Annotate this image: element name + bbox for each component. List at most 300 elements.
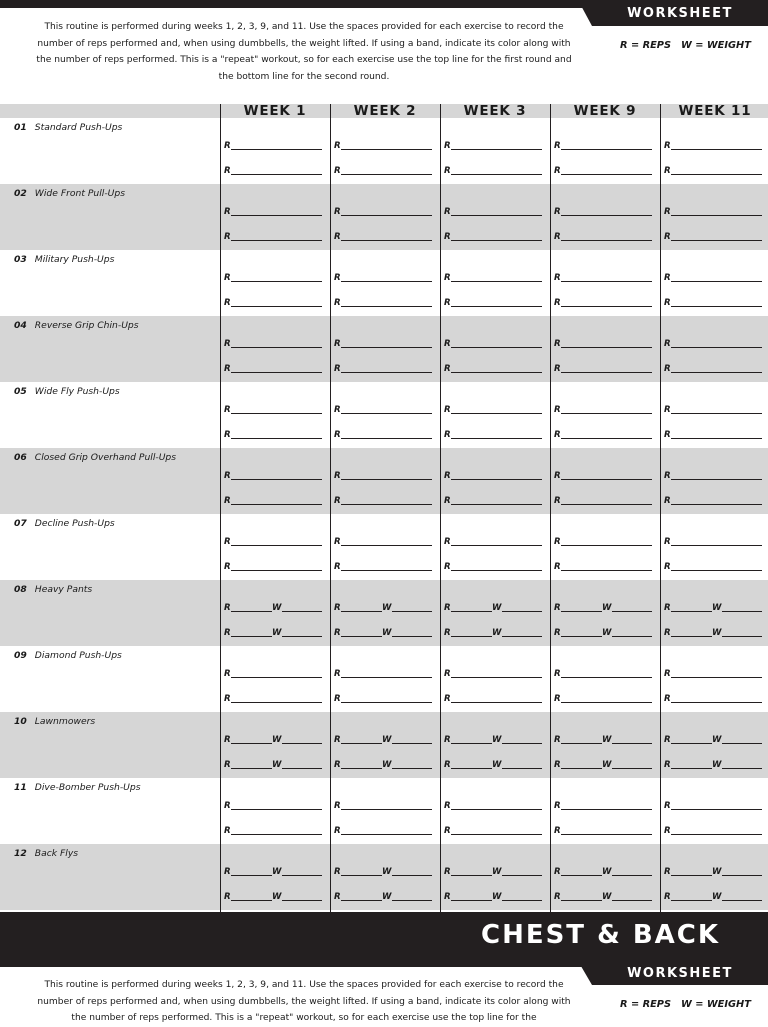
weight-line	[612, 743, 652, 744]
entry-field[interactable]	[554, 692, 656, 704]
exercise-number: 11	[14, 782, 27, 793]
reps-letter: R	[334, 141, 341, 151]
reps-line	[231, 768, 272, 769]
entry-field[interactable]	[444, 428, 546, 440]
weight-letter: W	[492, 628, 502, 638]
reps-line	[671, 347, 762, 348]
reps-letter: R	[444, 471, 451, 481]
entry-field[interactable]	[334, 601, 436, 613]
reps-line	[561, 479, 652, 480]
reps-letter: R	[554, 694, 561, 704]
entry-field[interactable]	[224, 890, 326, 902]
reps-letter: R	[334, 760, 341, 770]
reps-letter: R	[444, 760, 451, 770]
entry-field[interactable]	[334, 865, 436, 877]
entry-field[interactable]	[444, 230, 546, 242]
reps-line	[561, 215, 652, 216]
reps-letter: R	[664, 669, 671, 679]
entry-field[interactable]	[554, 271, 656, 283]
reps-letter: R	[224, 298, 231, 308]
weight-line	[282, 743, 322, 744]
entry-field[interactable]	[664, 205, 766, 217]
reps-line	[561, 545, 652, 546]
entry-field[interactable]	[444, 824, 546, 836]
reps-line	[561, 149, 652, 150]
reps-letter: R	[224, 496, 231, 506]
reps-line	[231, 570, 322, 571]
reps-line	[561, 875, 602, 876]
reps-letter: R	[334, 166, 341, 176]
reps-line	[451, 545, 542, 546]
reps-line	[341, 504, 432, 505]
entry-field[interactable]	[334, 799, 436, 811]
entry-field[interactable]	[444, 865, 546, 877]
entry-field[interactable]	[664, 164, 766, 176]
entry-field[interactable]	[224, 494, 326, 506]
reps-line	[671, 306, 762, 307]
reps-letter: R	[224, 735, 231, 745]
weight-letter: W	[492, 735, 502, 745]
reps-letter: R	[664, 496, 671, 506]
weight-letter: W	[492, 760, 502, 770]
entry-field[interactable]	[334, 362, 436, 374]
entry-field[interactable]	[444, 758, 546, 770]
weight-line	[392, 900, 432, 901]
weight-line	[722, 900, 762, 901]
entry-field[interactable]	[334, 758, 436, 770]
reps-line	[341, 215, 432, 216]
weight-letter: W	[712, 760, 722, 770]
entry-field[interactable]	[334, 733, 436, 745]
reps-line	[671, 372, 762, 373]
entry-field[interactable]	[224, 469, 326, 481]
entry-field[interactable]	[554, 469, 656, 481]
reps-letter: R	[554, 364, 561, 374]
entry-field[interactable]	[554, 865, 656, 877]
entry-field[interactable]	[554, 758, 656, 770]
reps-letter: R	[664, 694, 671, 704]
entry-field[interactable]	[554, 667, 656, 679]
entry-field[interactable]	[554, 362, 656, 374]
reps-letter: R	[664, 471, 671, 481]
reps-letter: R	[224, 892, 231, 902]
entry-field[interactable]	[664, 271, 766, 283]
reps-line	[561, 743, 602, 744]
entry-field[interactable]	[224, 560, 326, 572]
entry-field[interactable]	[334, 824, 436, 836]
entry-field[interactable]	[444, 337, 546, 349]
reps-line	[671, 281, 762, 282]
entry-field[interactable]	[664, 362, 766, 374]
entry-field[interactable]	[664, 296, 766, 308]
reps-letter: R	[664, 801, 671, 811]
exercise-name: Wide Fly Push-Ups	[34, 386, 120, 397]
entry-field[interactable]	[664, 403, 766, 415]
entry-field[interactable]	[554, 337, 656, 349]
entry-field[interactable]	[334, 626, 436, 638]
reps-line	[231, 240, 322, 241]
entry-field[interactable]	[334, 667, 436, 679]
reps-line	[341, 677, 432, 678]
entry-field[interactable]	[224, 362, 326, 374]
entry-field[interactable]	[334, 469, 436, 481]
reps-line	[231, 900, 272, 901]
reps-line	[231, 215, 322, 216]
weight-line	[282, 875, 322, 876]
entry-field[interactable]	[444, 535, 546, 547]
entry-field[interactable]	[444, 403, 546, 415]
reps-line	[231, 174, 322, 175]
entry-field[interactable]	[444, 205, 546, 217]
reps-letter: R	[444, 867, 451, 877]
entry-field[interactable]	[224, 799, 326, 811]
entry-field[interactable]	[554, 494, 656, 506]
entry-field[interactable]	[334, 296, 436, 308]
entry-field[interactable]	[664, 469, 766, 481]
entry-field[interactable]	[444, 469, 546, 481]
reps-line	[671, 702, 762, 703]
reps-letter: R	[444, 405, 451, 415]
entry-field[interactable]	[554, 428, 656, 440]
reps-letter: R	[444, 801, 451, 811]
reps-line	[561, 306, 652, 307]
entry-field[interactable]	[334, 205, 436, 217]
reps-letter: R	[224, 430, 231, 440]
exercise-label	[14, 518, 115, 529]
entry-field[interactable]	[664, 667, 766, 679]
exercise-name: Wide Front Pull-Ups	[34, 188, 125, 199]
reps-letter: R	[444, 735, 451, 745]
entry-field[interactable]	[444, 164, 546, 176]
entry-field[interactable]	[224, 692, 326, 704]
week-header: WEEK 1	[243, 103, 307, 119]
entry-field[interactable]	[664, 865, 766, 877]
reps-line	[671, 215, 762, 216]
reps-line	[341, 149, 432, 150]
weight-letter: W	[602, 892, 612, 902]
entry-field[interactable]	[444, 362, 546, 374]
reps-letter: R	[224, 562, 231, 572]
reps-letter: R	[224, 364, 231, 374]
weight-letter: W	[272, 603, 282, 613]
entry-field[interactable]	[444, 139, 546, 151]
exercise-label	[14, 782, 141, 793]
reps-line	[561, 372, 652, 373]
entry-field[interactable]	[444, 692, 546, 704]
reps-letter: R	[554, 603, 561, 613]
reps-letter: R	[664, 141, 671, 151]
reps-letter: R	[554, 760, 561, 770]
entry-field[interactable]	[334, 560, 436, 572]
reps-letter: R	[444, 141, 451, 151]
reps-letter: R	[334, 430, 341, 440]
weight-letter: W	[382, 867, 392, 877]
entry-field[interactable]	[664, 230, 766, 242]
weight-letter: W	[492, 603, 502, 613]
reps-letter: R	[224, 801, 231, 811]
reps-line	[451, 636, 492, 637]
weight-line	[502, 636, 542, 637]
reps-line	[561, 174, 652, 175]
weight-letter: W	[382, 760, 392, 770]
entry-field[interactable]	[554, 205, 656, 217]
reps-line	[341, 413, 432, 414]
reps-letter: R	[334, 801, 341, 811]
entry-field[interactable]	[334, 428, 436, 440]
weight-letter: W	[272, 867, 282, 877]
reps-letter: R	[664, 298, 671, 308]
reps-line	[561, 570, 652, 571]
weight-letter: W	[382, 628, 392, 638]
reps-letter: R	[334, 867, 341, 877]
entry-field[interactable]	[224, 667, 326, 679]
reps-letter: R	[664, 166, 671, 176]
reps-line	[341, 281, 432, 282]
entry-field[interactable]	[554, 890, 656, 902]
entry-field[interactable]	[664, 337, 766, 349]
entry-field[interactable]	[554, 560, 656, 572]
entry-field[interactable]	[664, 601, 766, 613]
entry-field[interactable]	[334, 164, 436, 176]
reps-line	[561, 281, 652, 282]
column-divider	[220, 104, 221, 912]
entry-field[interactable]	[224, 733, 326, 745]
reps-line	[231, 743, 272, 744]
reps-line	[341, 240, 432, 241]
entry-field[interactable]	[444, 560, 546, 572]
entry-field[interactable]	[334, 890, 436, 902]
entry-field[interactable]	[554, 296, 656, 308]
legend-reps: R = REPS	[620, 40, 672, 51]
exercise-label	[14, 122, 122, 133]
reps-line	[231, 702, 322, 703]
entry-field[interactable]	[224, 139, 326, 151]
entry-field[interactable]	[224, 403, 326, 415]
reps-line	[231, 413, 322, 414]
reps-letter: R	[554, 628, 561, 638]
entry-field[interactable]	[554, 139, 656, 151]
worksheet-title: CHEST & BACK	[480, 920, 720, 950]
entry-field[interactable]	[224, 230, 326, 242]
exercise-number: 03	[14, 254, 27, 265]
week-header: WEEK 9	[573, 103, 637, 119]
entry-field[interactable]	[554, 626, 656, 638]
weight-letter: W	[712, 867, 722, 877]
reps-line	[231, 504, 322, 505]
reps-letter: R	[444, 166, 451, 176]
entry-field[interactable]	[444, 271, 546, 283]
weight-letter: W	[602, 628, 612, 638]
reps-letter: R	[444, 339, 451, 349]
reps-letter: R	[554, 405, 561, 415]
weight-line	[722, 636, 762, 637]
reps-line	[341, 809, 432, 810]
reps-line	[451, 413, 542, 414]
entry-field[interactable]	[444, 799, 546, 811]
column-divider	[330, 104, 331, 912]
entry-field[interactable]	[334, 403, 436, 415]
entry-field[interactable]	[554, 824, 656, 836]
entry-field[interactable]	[224, 271, 326, 283]
reps-letter: R	[334, 471, 341, 481]
exercise-name: Diamond Push-Ups	[34, 650, 122, 661]
entry-field[interactable]	[224, 337, 326, 349]
exercise-name: Closed Grip Overhand Pull-Ups	[34, 452, 177, 463]
weight-line	[722, 768, 762, 769]
weight-line	[612, 900, 652, 901]
reps-letter: R	[224, 166, 231, 176]
exercise-number: 06	[14, 452, 27, 463]
entry-field[interactable]	[444, 494, 546, 506]
reps-letter: R	[224, 603, 231, 613]
reps-letter: R	[554, 892, 561, 902]
entry-field[interactable]	[664, 560, 766, 572]
reps-line	[451, 240, 542, 241]
reps-line	[561, 438, 652, 439]
weight-letter: W	[712, 735, 722, 745]
entry-field[interactable]	[664, 824, 766, 836]
entry-field[interactable]	[554, 601, 656, 613]
entry-field[interactable]	[334, 337, 436, 349]
reps-letter: R	[554, 232, 561, 242]
reps-line	[231, 438, 322, 439]
entry-field[interactable]	[334, 139, 436, 151]
exercise-name: Heavy Pants	[34, 584, 93, 595]
exercise-name: Military Push-Ups	[34, 254, 115, 265]
reps-letter: R	[334, 694, 341, 704]
entry-field[interactable]	[224, 626, 326, 638]
entry-field[interactable]	[444, 890, 546, 902]
reps-line	[561, 611, 602, 612]
reps-letter: R	[664, 364, 671, 374]
entry-field[interactable]	[554, 164, 656, 176]
reps-letter: R	[334, 562, 341, 572]
exercise-label	[14, 254, 114, 265]
reps-line	[451, 570, 542, 571]
reps-line	[671, 438, 762, 439]
entry-field[interactable]	[334, 271, 436, 283]
reps-letter: R	[224, 669, 231, 679]
reps-letter: R	[334, 537, 341, 547]
weight-line	[722, 743, 762, 744]
reps-letter: R	[554, 867, 561, 877]
entry-field[interactable]	[224, 824, 326, 836]
entry-field[interactable]	[444, 296, 546, 308]
entry-field[interactable]	[224, 865, 326, 877]
weight-letter: W	[602, 867, 612, 877]
week-header: WEEK 3	[463, 103, 527, 119]
entry-field[interactable]	[334, 692, 436, 704]
entry-field[interactable]	[224, 758, 326, 770]
exercise-number: 04	[14, 320, 27, 331]
exercise-number: 05	[14, 386, 27, 397]
entry-field[interactable]	[334, 230, 436, 242]
reps-line	[231, 149, 322, 150]
entry-field[interactable]	[334, 535, 436, 547]
entry-field[interactable]	[224, 535, 326, 547]
entry-field[interactable]	[554, 403, 656, 415]
reps-letter: R	[554, 826, 561, 836]
weight-line	[612, 611, 652, 612]
reps-line	[671, 545, 762, 546]
entry-field[interactable]	[664, 139, 766, 151]
reps-letter: R	[224, 628, 231, 638]
reps-line	[341, 570, 432, 571]
entry-field[interactable]	[664, 626, 766, 638]
entry-field[interactable]	[444, 733, 546, 745]
exercise-label	[14, 320, 139, 331]
weight-letter: W	[712, 603, 722, 613]
reps-line	[231, 347, 322, 348]
entry-field[interactable]	[444, 626, 546, 638]
entry-field[interactable]	[664, 428, 766, 440]
reps-line	[561, 240, 652, 241]
exercise-number: 09	[14, 650, 27, 661]
exercise-number: 02	[14, 188, 27, 199]
reps-line	[451, 809, 542, 810]
entry-field[interactable]	[224, 164, 326, 176]
reps-letter: R	[664, 867, 671, 877]
reps-line	[671, 174, 762, 175]
reps-letter: R	[664, 430, 671, 440]
reps-line	[451, 347, 542, 348]
reps-line	[231, 281, 322, 282]
entry-field[interactable]	[444, 601, 546, 613]
reps-letter: R	[334, 232, 341, 242]
reps-line	[451, 875, 492, 876]
entry-field[interactable]	[664, 494, 766, 506]
reps-line	[561, 809, 652, 810]
entry-field[interactable]	[554, 535, 656, 547]
entry-field[interactable]	[664, 535, 766, 547]
reps-letter: R	[554, 166, 561, 176]
reps-line	[231, 834, 322, 835]
entry-field[interactable]	[224, 296, 326, 308]
entry-field[interactable]	[444, 667, 546, 679]
entry-field[interactable]	[664, 733, 766, 745]
exercise-name: Reverse Grip Chin-Ups	[34, 320, 139, 331]
reps-letter: R	[224, 405, 231, 415]
entry-field[interactable]	[224, 205, 326, 217]
weight-line	[612, 636, 652, 637]
entry-field[interactable]	[664, 890, 766, 902]
reps-letter: R	[334, 669, 341, 679]
reps-line	[341, 347, 432, 348]
column-divider	[660, 104, 661, 912]
entry-field[interactable]	[664, 692, 766, 704]
entry-field[interactable]	[224, 428, 326, 440]
reps-letter: R	[664, 232, 671, 242]
reps-letter: R	[664, 405, 671, 415]
entry-field[interactable]	[554, 799, 656, 811]
entry-field[interactable]	[334, 494, 436, 506]
entry-field[interactable]	[664, 799, 766, 811]
entry-field[interactable]	[224, 601, 326, 613]
reps-letter: R	[224, 207, 231, 217]
reps-letter: R	[664, 562, 671, 572]
reps-letter: R	[334, 735, 341, 745]
reps-letter: R	[444, 537, 451, 547]
exercise-label	[14, 188, 125, 199]
reps-letter: R	[664, 760, 671, 770]
reps-line	[341, 702, 432, 703]
reps-line	[451, 215, 542, 216]
reps-letter: R	[224, 339, 231, 349]
reps-line	[671, 900, 712, 901]
entry-field[interactable]	[554, 733, 656, 745]
entry-field[interactable]	[554, 230, 656, 242]
entry-field[interactable]	[664, 758, 766, 770]
